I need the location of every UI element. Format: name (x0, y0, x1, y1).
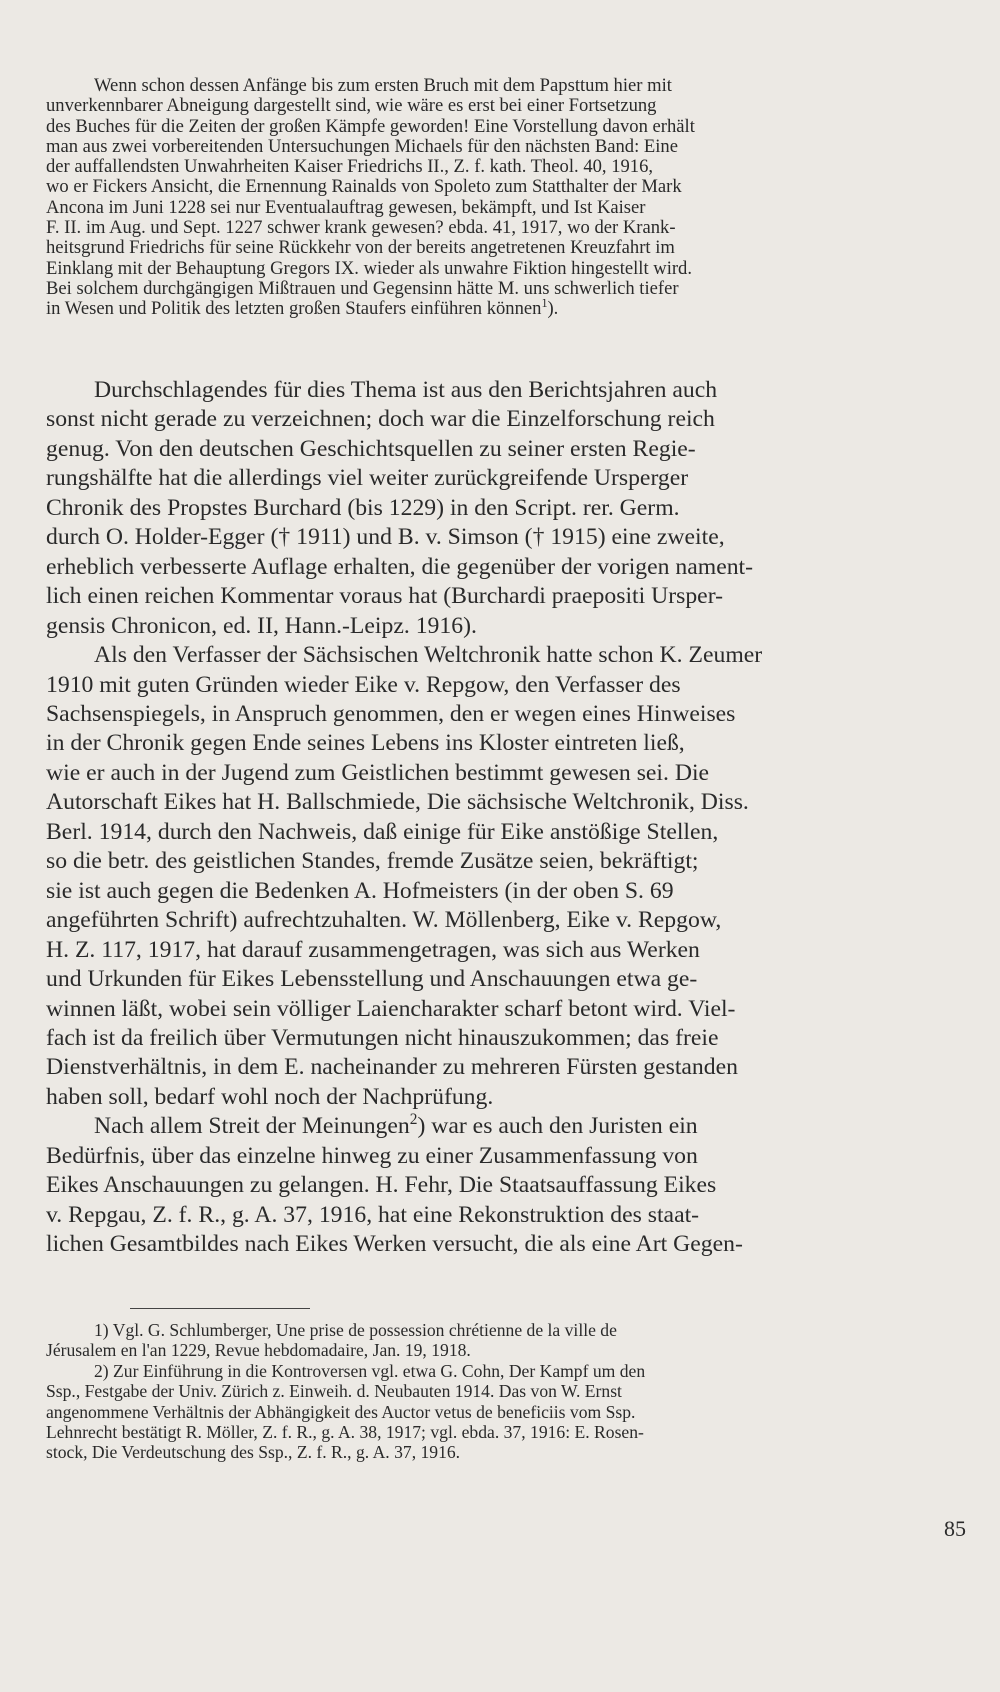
text-line: lich einen reichen Kommentar voraus hat (Burchardi praepositi Ursper- (46, 583, 724, 610)
text-line: v. Repgau, Z. f. R., g. A. 37, 1916, hat eine Rekonstruktion des staat- (46, 1201, 700, 1228)
footnote-line: Lehnrecht bestätigt R. Möller, Z. f. R., g. A. 38, 1917; vgl. ebda. 37, 1916: E. Rosen- (46, 1422, 644, 1443)
text-line: heitsgrund Friedrichs für seine Rückkehr von der bereits angetretenen Kreuzfahrt im (46, 238, 675, 259)
text-line (46, 299, 968, 319)
text-line: 1910 mit guten Gründen wieder Eike v. Repgow, den Verfasser des (46, 671, 681, 698)
text-line: Durchschlagendes für dies Thema ist aus den Berichtsjahren auch (94, 377, 718, 403)
text-line: sonst nicht gerade zu verzeichnen; doch war die Einzelforschung reich (46, 406, 715, 433)
text-line: Bedürfnis, über das einzelne hinweg zu einer Zusammenfassung von (46, 1142, 698, 1169)
text-line: genug. Von den deutschen Geschichtsquellen zu seiner ersten Regie- (46, 435, 696, 462)
text-line: lichen Gesamtbildes nach Eikes Werken versucht, die als eine Art Gegen- (46, 1231, 743, 1258)
text-line: Dienstverhältnis, in dem E. nacheinander zu mehreren Fürsten gestanden (46, 1054, 738, 1081)
text-line: Chronik des Propstes Burchard (bis 1229) in den Script. rer. Germ. (46, 494, 680, 521)
footnote-line: stock, Die Verdeutschung des Ssp., Z. f. R., g. A. 37, 1916. (46, 1442, 461, 1463)
line-text: ) war es auch den Juristen ein (417, 1113, 698, 1140)
footnotes (46, 1320, 968, 1463)
text-line: Bei solchem durchgängigen Mißtrauen und Gegensinn hätte M. uns schwerlich tiefer (46, 278, 679, 299)
page-number: 85 (944, 1516, 966, 1541)
text-line: Autorschaft Eikes hat H. Ballschmiede, Die sächsische Weltchronik, Diss. (46, 789, 749, 816)
line-text: in Wesen und Politik des letzten großen Staufers einführen können (46, 299, 542, 320)
main-text (46, 376, 968, 1260)
text-line: Berl. 1914, durch den Nachweis, daß einige für Eike anstößige Stellen, (46, 818, 719, 845)
footnote-line: 1) Vgl. G. Schlumberger, Une prise de possession chrétienne de la ville de (94, 1320, 617, 1340)
text-line: so die betr. des geistlichen Standes, fremde Zusätze seien, bekräftigt; (46, 848, 699, 875)
footnote-line: 2) Zur Einführung in die Kontroversen vgl. etwa G. Cohn, Der Kampf um den (94, 1360, 646, 1381)
text-line: in der Chronik gegen Ende seines Lebens ins Kloster eintreten ließ, (46, 730, 685, 757)
text-line: und Urkunden für Eikes Lebensstellung und Anschauungen etwa ge- (46, 966, 698, 993)
text-line: sie ist auch gegen die Bedenken A. Hofmeisters (in der oben S. 69 (46, 877, 674, 904)
footnote-line: Ssp., Festgabe der Univ. Zürich z. Einweih. d. Neubauten 1914. Das von W. Ernst (46, 1381, 622, 1402)
line-text: Nach allem Streit der Meinungen (94, 1113, 410, 1140)
text-line: winnen läßt, wobei sein völliger Laiencharakter scharf betont wird. Viel- (46, 995, 736, 1022)
text-line: des Buches für die Zeiten der großen Kämpfe geworden! Eine Vorstellung davon erhält (46, 116, 695, 137)
text-line: gensis Chronicon, ed. II, Hann.-Leipz. 1916). (46, 612, 477, 639)
text-line: der auffallendsten Unwahrheiten Kaiser Friedrichs II., Z. f. kath. Theol. 40, 1916, (46, 157, 654, 178)
footnote-line: Jérusalem en l'an 1229, Revue hebdomadaire, Jan. 19, 1918. (46, 1340, 471, 1361)
text-line: Eikes Anschauungen zu gelangen. H. Fehr, Die Staatsauffassung Eikes (46, 1172, 717, 1199)
text-line: F. II. im Aug. und Sept. 1227 schwer krank gewesen? ebda. 41, 1917, wo der Krank- (46, 218, 676, 239)
text-line: Als den Verfasser der Sächsischen Weltchronik hatte schon K. Zeumer (94, 642, 763, 669)
text-line: Einklang mit der Behauptung Gregors IX. wieder als unwahre Fiktion hingestellt wird. (46, 258, 692, 279)
footnote-line: angenommene Verhältnis der Abhängigkeit des Auctor vetus de beneficiis vom Ssp. (46, 1401, 636, 1422)
text-line: fach ist da freilich über Vermutungen nicht hinauszukommen; das freie (46, 1024, 719, 1051)
text-line: Wenn schon dessen Anfänge bis zum ersten Bruch mit dem Papsttum hier mit (94, 76, 672, 96)
text-line: H. Z. 117, 1917, hat darauf zusammengetragen, was sich aus Werken (46, 936, 700, 963)
text-line (46, 1112, 968, 1141)
text-line: wie er auch in der Jugend zum Geistlichen bestimmt gewesen sei. Die (46, 759, 710, 786)
text-line: wo er Fickers Ansicht, die Ernennung Rainalds von Spoleto zum Statthalter der Mark (46, 177, 682, 198)
text-line: durch O. Holder-Egger († 1911) und B. v. Simson († 1915) eine zweite, (46, 524, 725, 551)
text-line: Ancona im Juni 1228 sei nur Eventualauftrag gewesen, bekämpft, und Ist Kaiser (46, 197, 646, 218)
text-line: haben soll, bedarf wohl noch der Nachprüfung. (46, 1083, 494, 1110)
text-line: angeführten Schrift) aufrechtzuhalten. W. Möllenberg, Eike v. Repgow, (46, 907, 722, 934)
footnote-divider (130, 1308, 310, 1309)
footnote-ref: 2 (409, 1112, 418, 1129)
text-line: unverkennbarer Abneigung dargestellt sind, wie wäre es erst bei einer Fortsetzung (46, 96, 657, 117)
footnote-ref: 1 (541, 299, 548, 311)
text-line: erheblich verbesserte Auflage erhalten, die gegenüber der vorigen nament- (46, 553, 754, 580)
text-line: man aus zwei vorbereitenden Untersuchungen Michaels für den nächsten Band: Eine (46, 136, 678, 157)
text-line: rungshälfte hat die allerdings viel weiter zurückgreifende Ursperger (46, 465, 689, 492)
small-print-paragraph (46, 76, 968, 320)
text-line: Sachsenspiegels, in Anspruch genommen, den er wegen eines Hinweises (46, 700, 736, 727)
line-text: ). (547, 299, 559, 320)
